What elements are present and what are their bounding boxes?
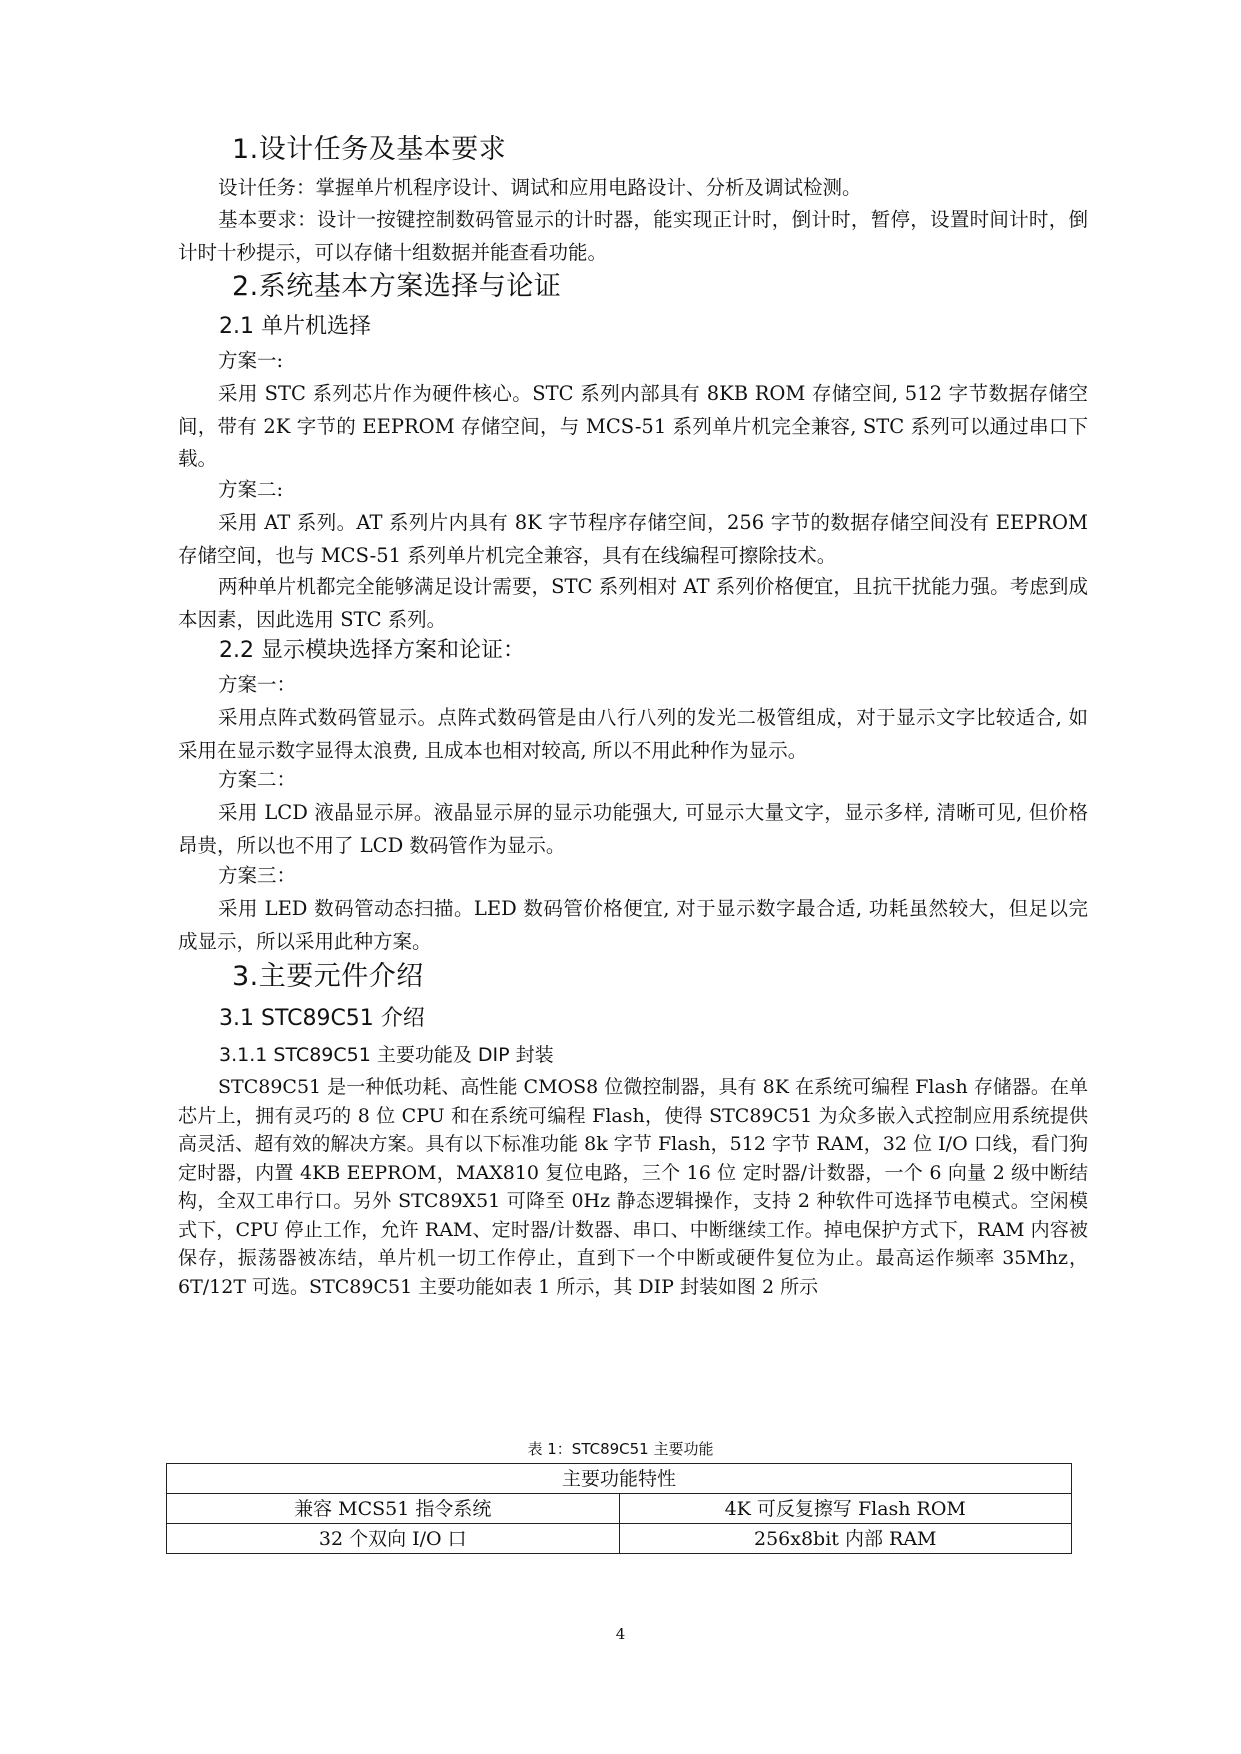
requirements-paragraph: 基本要求：设计一按键控制数码管显示的计时器，能实现正计时，倒计时，暂停，设置时间计时，倒计时十秒提示，可以存储十组数据并能查看功能。 xyxy=(178,208,1088,264)
section-3-1-1-title: 3.1.1 STC89C51 主要功能及 DIP 封装 xyxy=(219,1044,554,1066)
section-2-2-title: 2.2 显示模块选择方案和论证： xyxy=(219,638,525,663)
table-cell: 32 个双向 I/O 口 xyxy=(167,1524,620,1554)
table-header-cell: 主要功能特性 xyxy=(167,1464,1072,1494)
stc89c51-description: STC89C51 是一种低功耗、高性能 CMOS8 位微控制器，具有 8K 在系统可编程 Flash 存储器。在单芯片上，拥有灵巧的 8 位 CPU 和在系统可编程 Flash，使得 STC89C51 为众多嵌入式控制应用系统提供高灵活、超有效的解决方案。具有以下标准功能 8k 字节 Flash，512 字节 RAM，32 位 I/O 口线，看门狗定时器，内置 4KB EEPROM，MAX810 复位电路，三个 16 位 定时器/计数器，一个 6 向量 2 级中断结构，全双工串行口。另外 STC89X51 可降至 0Hz 静态逻辑操作，支持 2 种软件可选择节电模式。空闲模式下，CPU 停止工作，允许 RAM、定时器/计数器、串口、中断继续工作。掉电保护方式下，RAM 内容被保存，振荡器被冻结，单片机一切工作停止，直到下一个中断或硬件复位为止。最高运作频率 35Mhz，6T/12T 可选。STC89C51 主要功能如表 1 所示，其 DIP 封装如图 2 所示 xyxy=(178,1076,1088,1298)
display-plan-3-label: 方案三： xyxy=(218,864,297,887)
section-3-1-title: 3.1 STC89C51 介绍 xyxy=(219,1006,425,1031)
section-2-title: 2.系统基本方案选择与论证 xyxy=(232,271,562,302)
section-1-title: 1.设计任务及基本要求 xyxy=(232,134,507,165)
section-3-title: 3.主要元件介绍 xyxy=(232,961,424,992)
page-number: 4 xyxy=(615,1625,626,1643)
display-plan-1-label: 方案一： xyxy=(218,673,297,696)
features-table xyxy=(166,1463,1072,1554)
table-row xyxy=(167,1494,1072,1524)
table-cell: 256x8bit 内部 RAM xyxy=(619,1524,1072,1554)
table-caption: 表 1：STC89C51 主要功能 xyxy=(527,1440,714,1458)
plan-1-label: 方案一: xyxy=(218,349,284,372)
display-plan-3-paragraph: 采用 LED 数码管动态扫描。LED 数码管价格便宜, 对于显示数字最合适, 功耗虽然较大，但足以完成显示，所以采用此种方案。 xyxy=(178,897,1088,953)
table-row xyxy=(167,1524,1072,1554)
table-cell: 4K 可反复擦写 Flash ROM xyxy=(619,1494,1072,1524)
display-plan-1-paragraph: 采用点阵式数码管显示。点阵式数码管是由八行八列的发光二极管组成，对于显示文字比较适合, 如采用在显示数字显得太浪费, 且成本也相对较高, 所以不用此种作为显示。 xyxy=(178,706,1088,762)
display-plan-2-paragraph: 采用 LCD 液晶显示屏。液晶显示屏的显示功能强大, 可显示大量文字，显示多样, 清晰可见, 但价格昂贵，所以也不用了 LCD 数码管作为显示。 xyxy=(178,801,1088,857)
table-header-row xyxy=(167,1464,1072,1494)
table-cell: 兼容 MCS51 指令系统 xyxy=(167,1494,620,1524)
section-2-1-title: 2.1 单片机选择 xyxy=(219,314,371,339)
plan-1-paragraph: 采用 STC 系列芯片作为硬件核心。STC 系列内部具有 8KB ROM 存储空间, 512 字节数据存储空间，带有 2K 字节的 EEPROM 存储空间，与 MCS-51 系列单片机完全兼容, STC 系列可以通过串口下载。 xyxy=(178,382,1088,470)
display-plan-2-label: 方案二： xyxy=(218,768,297,791)
plan-2-label: 方案二: xyxy=(218,478,284,501)
task-paragraph: 设计任务：掌握单片机程序设计、调试和应用电路设计、分析及调试检测。 xyxy=(218,176,862,199)
plan-2-paragraph: 采用 AT 系列。AT 系列片内具有 8K 字节程序存储空间，256 字节的数据存储空间没有 EEPROM 存储空间，也与 MCS-51 系列单片机完全兼容，具有在线编程可擦除技术。 xyxy=(178,511,1088,567)
mcu-conclusion-paragraph: 两种单片机都完全能够满足设计需要，STC 系列相对 AT 系列价格便宜，且抗干扰能力强。考虑到成本因素，因此选用 STC 系列。 xyxy=(178,575,1088,631)
